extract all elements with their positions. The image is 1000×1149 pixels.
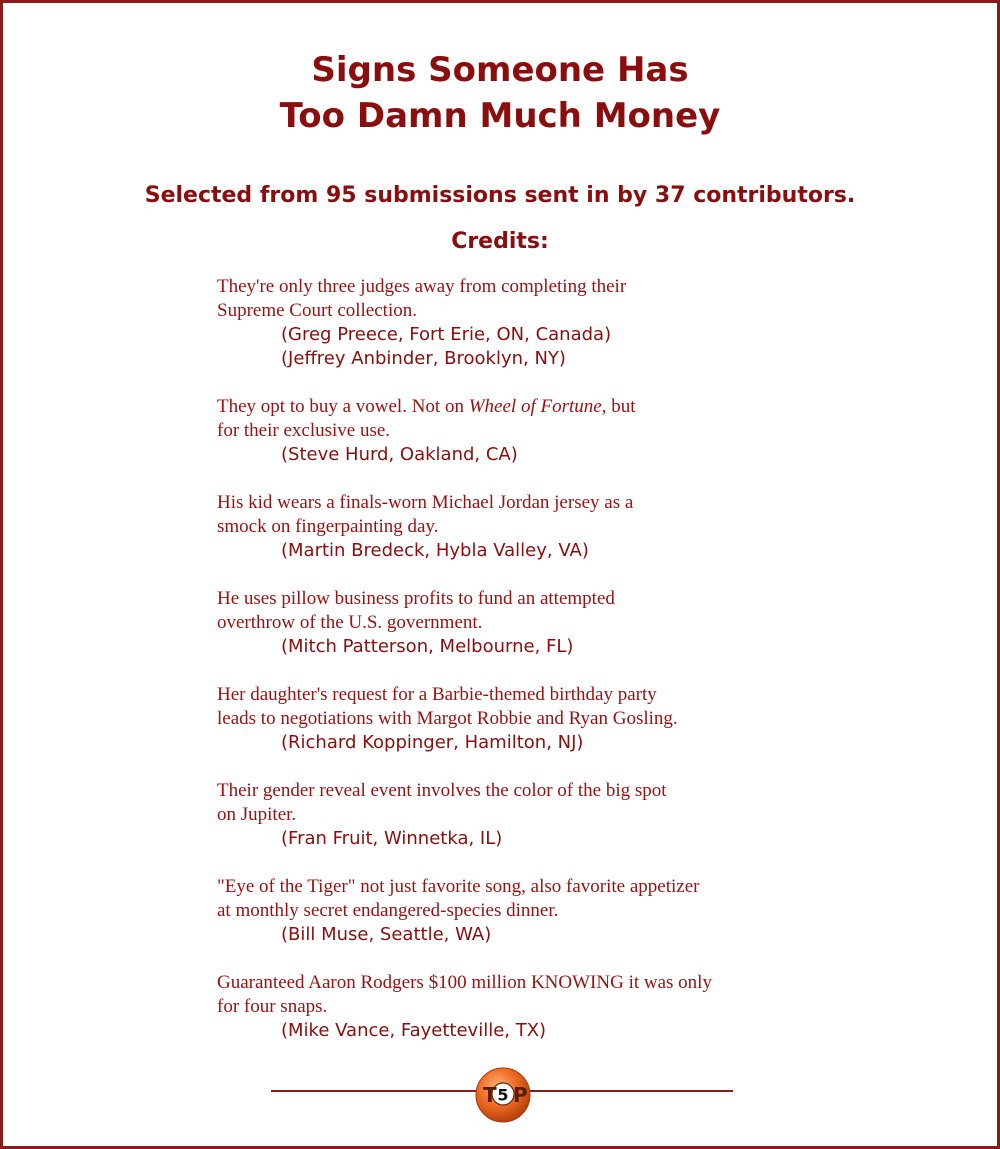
contributor-credit: (Mitch Patterson, Melbourne, FL) — [281, 636, 574, 657]
joke-line: "Eye of the Tiger" not just favorite song, also favorite appetizer — [217, 876, 700, 897]
contributor-credit: (Jeffrey Anbinder, Brooklyn, NY) — [281, 348, 566, 369]
list-item — [217, 587, 857, 659]
joke-line: They're only three judges away from completing their — [217, 276, 627, 297]
list-item — [217, 971, 857, 1043]
joke-line: Supreme Court collection. — [217, 300, 417, 321]
submission-summary: Selected from 95 submissions sent in by 37 contributors. — [144, 183, 856, 208]
logo-letter-p: P — [513, 1083, 528, 1107]
joke-fragment: , but — [601, 396, 636, 417]
joke-text — [217, 875, 857, 923]
joke-line: leads to negotiations with Margot Robbie and Ryan Gosling. — [217, 708, 678, 729]
contributor-credit: (Bill Muse, Seattle, WA) — [281, 924, 492, 945]
contributor-credit: (Richard Koppinger, Hamilton, NJ) — [281, 732, 584, 753]
joke-text — [217, 683, 857, 731]
joke-line: He uses pillow business profits to fund an attempted — [217, 588, 615, 609]
joke-line — [217, 395, 857, 419]
contributor-credit: (Mike Vance, Fayetteville, TX) — [281, 1020, 547, 1041]
contributor-credit: (Greg Preece, Fort Erie, ON, Canada) — [281, 324, 612, 345]
joke-text — [217, 275, 857, 323]
top5-ball-logo-icon — [469, 1063, 537, 1123]
joke-text — [217, 779, 857, 827]
joke-line: Guaranteed Aaron Rodgers $100 million KNOWING it was only — [217, 972, 712, 993]
joke-text — [217, 491, 857, 539]
joke-line: smock on fingerpainting day. — [217, 516, 439, 537]
title-line-1: Signs Someone Has — [311, 50, 689, 90]
list-item — [217, 491, 857, 563]
joke-line: for their exclusive use. — [217, 420, 391, 441]
page-title — [3, 47, 997, 139]
contributor-credit: (Martin Bredeck, Hybla Valley, VA) — [281, 540, 589, 561]
title-line-2: Too Damn Much Money — [279, 96, 721, 136]
joke-line: Their gender reveal event involves the color of the big spot — [217, 780, 667, 801]
list-item — [217, 683, 857, 755]
joke-text — [217, 395, 857, 443]
entry-list — [217, 275, 857, 1067]
credits-heading: Credits: — [451, 229, 549, 254]
show-title: Wheel of Fortune — [468, 396, 602, 417]
list-item — [217, 395, 857, 467]
joke-fragment: They opt to buy a vowel. Not on — [217, 396, 469, 417]
joke-line: on Jupiter. — [217, 804, 297, 825]
joke-line: overthrow of the U.S. government. — [217, 612, 483, 633]
joke-line: for four snaps. — [217, 996, 328, 1017]
contributor-credit: (Steve Hurd, Oakland, CA) — [281, 444, 518, 465]
list-item — [217, 875, 857, 947]
logo-letter-t: T — [483, 1083, 497, 1107]
joke-text — [217, 587, 857, 635]
list-item — [217, 779, 857, 851]
list-item — [217, 275, 857, 371]
joke-line: Her daughter's request for a Barbie-themed birthday party — [217, 684, 657, 705]
joke-line: at monthly secret endangered-species dinner. — [217, 900, 559, 921]
logo-number: 5 — [497, 1085, 509, 1105]
joke-text — [217, 971, 857, 1019]
joke-line: His kid wears a finals-worn Michael Jordan jersey as a — [217, 492, 634, 513]
contributor-credit: (Fran Fruit, Winnetka, IL) — [281, 828, 503, 849]
